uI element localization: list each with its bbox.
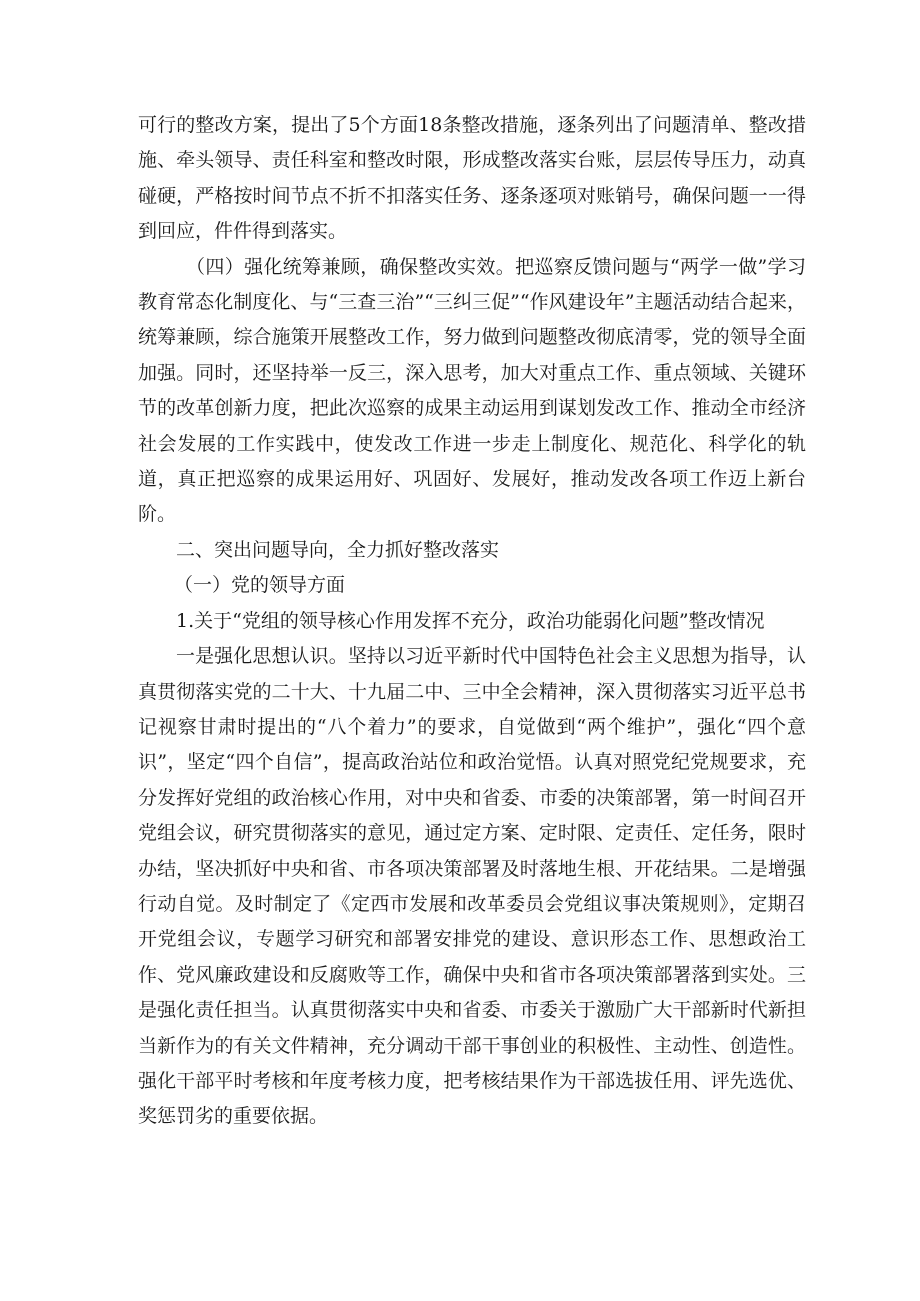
heading-section-two: 二、突出问题导向，全力抓好整改落实 (176, 538, 500, 561)
item-heading-one: 1.关于“党组的领导核心作用发挥不充分，政治功能弱化问题”整改情况 (176, 609, 765, 632)
subheading-party-leadership: （一）党的领导方面 (174, 574, 346, 597)
paragraph-section-four: （四）强化统筹兼顾，确保整改实效。把巡察反馈问题与“两学一做”学习教育常态化制度化、与“三查三治”“三纠三促”“作风建设年”主题活动结合起来，统筹兼顾，综合施策开展整改工作，努力做到问题整改彻底清零，党的领导全面加强。同时，还坚持举一反三，深入思考，加大对重点工作、重点领域、关键环节的改革创新力度，把此次巡察的成果主动运用到谋划发改工作、推动全市经济社会发展的工作实践中，使发改工作进一步走上制度化、规范化、科学化的轨道，真正把巡察的成果运用好、巩固好、发展好，推动发改各项工作迈上新台阶。 (138, 255, 806, 526)
paragraph-continuation: 可行的整改方案，提出了5个方面18条整改措施，逐条列出了问题清单、整改措施、牵头领导、责任科室和整改时限，形成整改落实台账，层层传导压力，动真碰硬，严格按时间节点不折不扣落实任务、逐条逐项对账销号，确保问题一一得到回应，件件得到落实。 (138, 114, 806, 243)
paragraph-body-one: 一是强化思想认识。坚持以习近平新时代中国特色社会主义思想为指导，认真贯彻落实党的二十大、十九届二中、三中全会精神，深入贯彻落实习近平总书记视察甘肃时提出的“八个着力”的要求，自觉做到“两个维护”，强化“四个意识”，坚定“四个自信”，提高政治站位和政治觉悟。认真对照党纪党规要求，充分发挥好党组的政治核心作用，对中央和省委、市委的决策部署，第一时间召开党组会议，研究贯彻落实的意见，通过定方案、定时限、定责任、定任务，限时办结，坚决抓好中央和省、市各项决策部署及时落地生根、开花结果。二是增强行动自觉。及时制定了《定西市发展和改革委员会党组议事决策规则》，定期召开党组会议，专题学习研究和部署安排党的建设、意识形态工作、思想政治工作、党风廉政建设和反腐败等工作，确保中央和省市各项决策部署落到实处。三是强化责任担当。认真贯彻落实中央和省委、市委关于激励广大干部新时代新担当新作为的有关文件精神，充分调动干部干事创业的积极性、主动性、创造性。强化干部平时考核和年度考核力度，把考核结果作为干部选拔任用、评先选优、奖惩罚劣的重要依据。 (138, 645, 806, 1128)
document-body (138, 108, 806, 1135)
